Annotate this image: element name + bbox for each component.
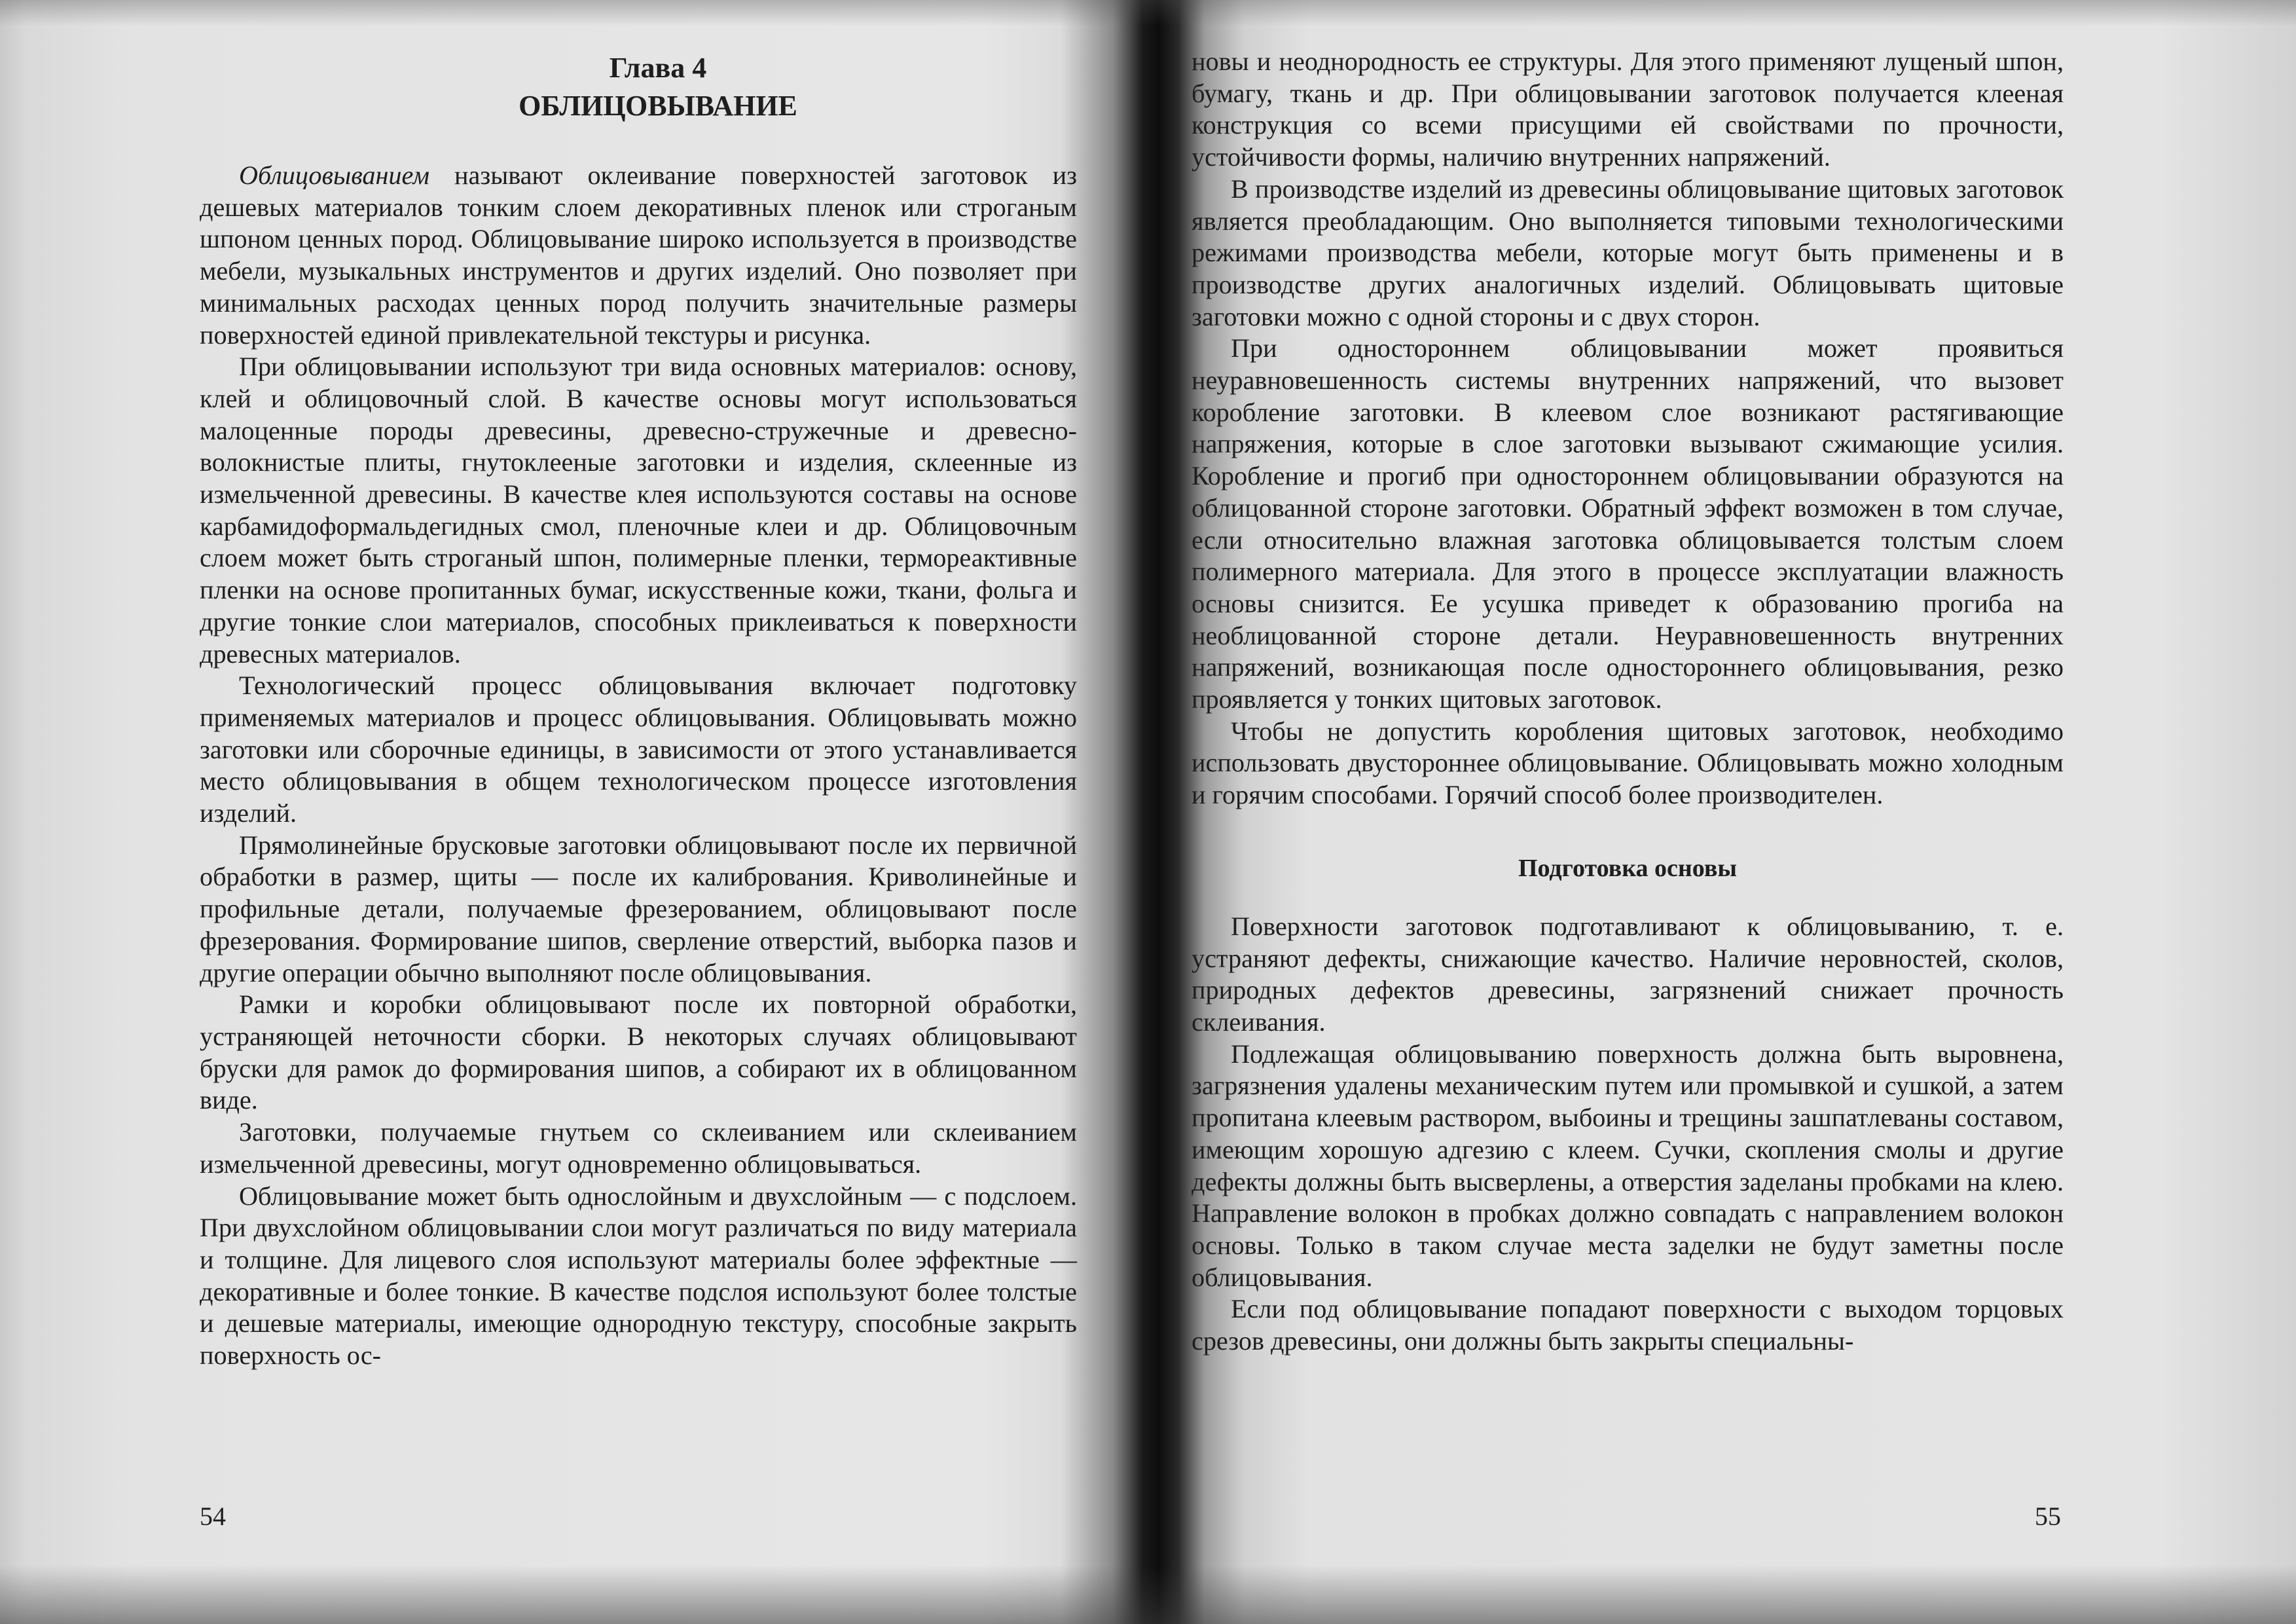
defined-term: Облицовыванием xyxy=(239,160,429,190)
page-number-right: 55 xyxy=(2035,1502,2061,1531)
left-paragraph-1 xyxy=(200,160,1077,351)
left-paragraph-2: При облицовывании используют три вида основных материалов: основу, клей и облицовочный слой. В качестве основы могут использоваться малоценные породы древесины, древесно-стружечные и древесно-волокнистые плиты, гнутоклееные заготовки и изделия, склеенные из измельченной древесины. В качестве клея используются составы на основе карбамидоформальдегидных смол, пленочные клеи и др. Облицовочным слоем может быть строганый шпон, полимерные пленки, термореактивные пленки на основе пропитанных бумаг, искусственные кожи, ткани, фольга и другие тонкие слои материалов, способных приклеиваться к поверхности древесных материалов. xyxy=(200,352,1077,669)
left-paragraph-7: Облицовывание может быть однослойным и двухслойным — с подслоем. При двухслойном облицовывании слои могут различаться по виду материала и толщине. Для лицевого слоя используют материалы более эффектные — декоративные и более тонкие. В качестве подслоя используют более толстые и дешевые материалы, имеющие однородную текстуру, способные закрыть поверхность ос- xyxy=(200,1181,1077,1371)
page-number-left: 54 xyxy=(200,1502,226,1531)
right-paragraph-2: При одностороннем облицовывании может проявиться неуравновешенность системы внутренних напряжений, что вызовет коробление заготовки. В клеевом слое возникают растягивающие напряжения, которые в слое заготовки вызывают сжимающие усилия. Коробление и прогиб при одностороннем облицовывании образуются на облицованной стороне заготовки. Обратный эффект возможен в том случае, если относительно влажная заготовка облицовывается толстым слоем полимерного материала. Для этого в процессе эксплуатации влажность основы снизится. Ее усушка приведет к образованию прогиба на необлицованной стороне детали. Неуравновешенность внутренних напряжений, возникающая после одностороннего облицовывания, резко проявляется у тонких щитовых заготовок. xyxy=(1192,333,2064,714)
left-paragraph-4: Прямолинейные брусковые заготовки облицовывают после их первичной обработки в размер, щиты — после их калибрования. Криволинейные и профильные детали, получаемые фрезерованием, облицовывают после фрезерования. Формирование шипов, сверление отверстий, выборка пазов и другие операции обычно выполняют после облицовывания. xyxy=(200,830,1077,987)
bottom-shadow xyxy=(0,1565,2296,1624)
right-continuation: новы и неоднородность ее структуры. Для этого применяют лущеный шпон, бумагу, ткань и др. При облицовывании заготовок получается клееная конструкция со всеми присущими ей свойствами по прочности, устойчивости формы, наличию внутренних напряжений. xyxy=(1192,46,2064,172)
left-paragraph-5: Рамки и коробки облицовывают после их повторной обработки, устраняющей неточности сборки. В некоторых случаях облицовывают бруски для рамок до формирования шипов, а собирают их в облицованном виде. xyxy=(200,989,1077,1115)
left-page xyxy=(200,46,1077,1372)
left-paragraph-6: Заготовки, получаемые гнутьем со склеиванием или склеиванием измельченной древесины, могут одновременно облицовываться. xyxy=(200,1117,1077,1179)
right-paragraph-4: Поверхности заготовок подготавливают к облицовыванию, т. е. устраняют дефекты, снижающие качество. Наличие неровностей, сколов, природных дефектов древесины, загрязнений снижает прочность склеивания. xyxy=(1192,911,2064,1037)
section-heading: Подготовка основы xyxy=(1518,854,1738,882)
right-paragraph-5: Подлежащая облицовыванию поверхность должна быть выровнена, загрязнения удалены механическим путем или промывкой и сушкой, а затем пропитана клеевым раствором, выбоины и трещины зашпатлеваны составом, имеющим хорошую адгезию с клеем. Сучки, скопления смолы и другие дефекты должны быть высверлены, а отверстия заделаны пробками на клею. Направление волокон в пробках должно совпадать с направлением волокон основы. Только в таком случае места заделки не будут заметны после облицовывания. xyxy=(1192,1039,2064,1292)
right-page xyxy=(1192,46,2064,1357)
chapter-title: ОБЛИЦОВЫВАНИЕ xyxy=(519,90,797,122)
right-paragraph-6: Если под облицовывание попадают поверхности с выходом торцовых срезов древесины, они должны быть закрыты специальны- xyxy=(1192,1294,2064,1356)
top-shadow xyxy=(0,0,2296,26)
right-paragraph-3: Чтобы не допустить коробления щитовых заготовок, необходимо использовать двустороннее облицовывание. Облицовывать можно холодным и горячим способами. Горячий способ более производителен. xyxy=(1192,716,2064,810)
chapter-number: Глава 4 xyxy=(609,52,707,84)
left-paragraph-3: Технологический процесс облицовывания включает подготовку применяемых материалов и процесс облицовывания. Облицовывать можно заготовки или сборочные единицы, в зависимости от этого устанавливается место облицовывания в общем технологическом процессе изготовления изделий. xyxy=(200,671,1077,828)
right-paragraph-1: В производстве изделий из древесины облицовывание щитовых заготовок является преобладающим. Оно выполняется типовыми технологическими режимами производства мебели, которые могут быть применены и в производстве других аналогичных изделий. Облицовывать щитовые заготовки можно с одной стороны и с двух сторон. xyxy=(1192,174,2064,331)
left-paragraph-1-text: называют оклеивание поверхностей заготовок из дешевых материалов тонким слоем декоративных пленок или строганым шпоном ценных пород. Облицовывание широко используется в производстве мебели, музыкальных инструментов и других изделий. Оно позволяет при минимальных расходах ценных пород получить значительные размеры поверхностей единой привлекательной текстуры и рисунка. xyxy=(200,160,1077,350)
